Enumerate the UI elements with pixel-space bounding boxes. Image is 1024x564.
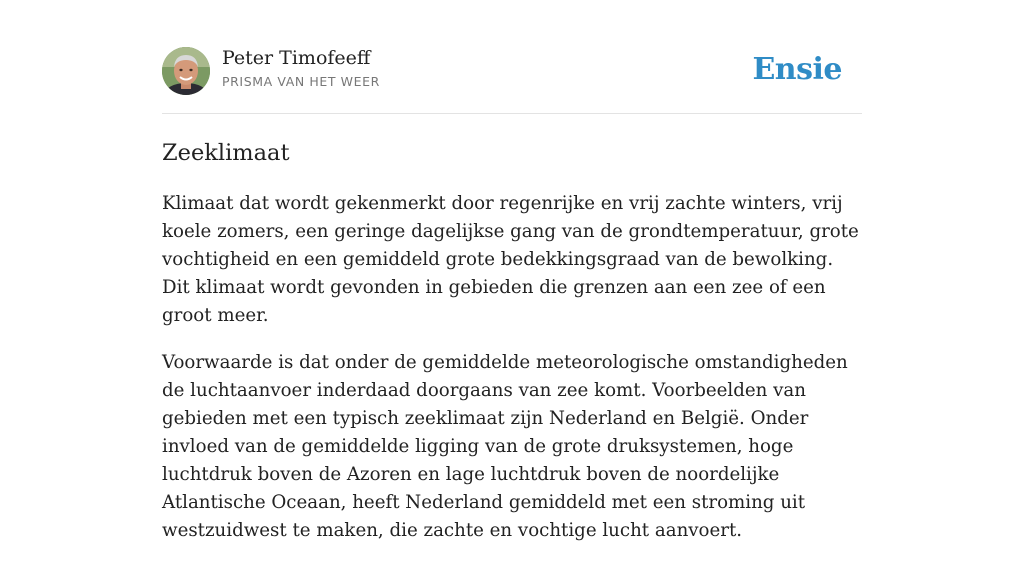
avatar-portrait-icon <box>162 47 210 95</box>
author-avatar[interactable] <box>162 47 210 95</box>
article-title: Zeeklimaat <box>162 140 290 166</box>
article-body <box>162 190 862 564</box>
header-divider <box>162 113 862 114</box>
article-paragraph-1: Klimaat dat wordt gekenmerkt door regenrijke en vrij zachte winters, vrij koele zomers, een geringe dagelijkse gang van de grondtemperatuur, grote vochtigheid en een gemiddeld grote bedekkingsgraad van de bewolking. Dit klimaat wordt gevonden in gebieden die grenzen aan een zee of een groot meer. <box>162 193 859 326</box>
brand-logo[interactable]: Ensie <box>752 52 842 87</box>
author-name[interactable]: Peter Timofeeff <box>222 47 371 69</box>
author-header <box>162 46 862 96</box>
author-subtitle[interactable]: PRISMA VAN HET WEER <box>222 74 380 89</box>
article-paragraph-2: Voorwaarde is dat onder de gemiddelde meteorologische omstandigheden de luchtaanvoer inderdaad doorgaans van zee komt. Voorbeelden van gebieden met een typisch zeeklimaat zijn Nederland en België. Onder invloed van de gemiddelde ligging van de grote druksystemen, hoge luchtdruk boven de Azoren en lage luchtdruk boven de noordelijke Atlantische Oceaan, heeft Nederland gemiddeld met een stroming uit westzuidwest te maken, die zachte en vochtige lucht aanvoert. <box>162 352 848 541</box>
